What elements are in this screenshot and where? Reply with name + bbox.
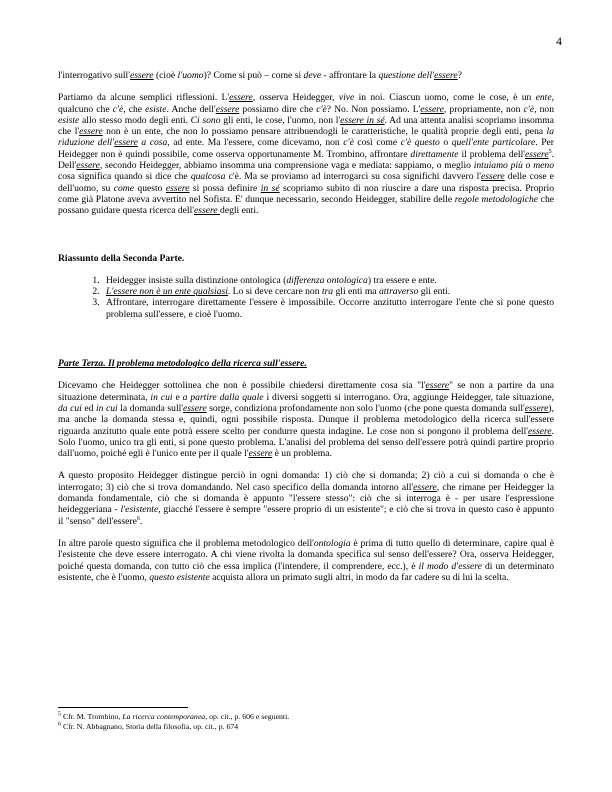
footnote-ref-6[interactable]: 6: [136, 515, 140, 522]
part-three-heading: Parte Terza. Il problema metodologico della ricerca sull'essere.: [58, 358, 307, 370]
paragraph-methodological-problem: In altre parole questo significa che il problema metodologico dell'ontologia è prima di tutto quello di determinare, capire qual è l'esistente che deve essere interrogato. A chi viene rivolta la domanda specifica sul senso dell'essere? Ora, osserva Heidegger, poiché questa domanda, con tutto ciò che essa implica (l'intendere, il comprendere, ecc.), è il modo d'essere di un determinato esistente, che è l'uomo, questo esistente acquista allora un primato sugli altri, in modo da far cadere su di lui la scelta.: [58, 537, 554, 583]
summary-heading: Riassunto della Seconda Parte.: [58, 252, 185, 264]
paragraph-question-structure: A questo proposito Heidegger distingue perciò in ogni domanda: 1) ciò che si domanda; 2) ciò a cui si domanda o che è interrogato; 3) ciò che si trova domandando. Nel caso specifico della domanda intorno all'essere, che rimane per Heidegger la domanda fondamentale, ciò che si domanda è appunto "l'essere stesso": ciò che si interroga è - per usare l'espressione heideggeriana - l'esistente, giacché l'essere è sempre "essere proprio di un esistente"; e ciò che si trova in questo caso è appunto il "senso" dell'essere$^6$.: [58, 470, 554, 527]
paragraph-part3-intro: Dicevamo che Heidegger sottolinea che non è possibile chiedersi direttamente cosa sia "l'essere" se non a partire da una situazione determinata, in cui e a partire dalla quale i diversi soggetti si interrogano. Ora, aggiunge Heidegger, tale situazione, da cui ed in cui la domanda sull'essere sorge, condiziona profondamente non solo l'uomo (che pone questa domanda sull'essere), ma anche la domanda stessa e, quindi, ogni possibile risposta. Dunque il problema metodologico della ricerca sull'essere riguarda anzitutto quale ente potrà essere scelto per condurre questa indagine. Le cose non si pongono il problema dell'essere. Solo l'uomo, unico tra gli enti, si pone questo problema. L'analisi del problema del senso dell'essere potrà quindi partire proprio dall'uomo, poiché egli è l'unico ente per il quale l'essere è un problema.: [58, 380, 555, 460]
list-item: 1. Heidegger insiste sulla distinzione ontologica (differenza ontologica) tra essere e ente.: [102, 275, 554, 286]
paragraph-reflections: Partiamo da alcune semplici riflessioni. L'essere, osserva Heidegger, vive in noi. Ciascun uomo, come le cose, è un ente, qualcuno che c'è, che esiste. Anche dell'essere possiamo dire che c'è? No. Non possiamo. L'essere, propriamente, non c'è, non esiste allo stesso modo degli enti. Ci sono gli enti, le cose, l'uomo, non l'essere in sé. Ad una attenta analisi scopriamo insomma che l'essere non è un ente, che non lo possiamo pensare attribuendogli le caratteristiche, le qualità proprie degli enti, pena la riduzione dell'essere a cosa, ad ente. Ma l'essere, come dicevamo, non c'è così come c'è questo o quell'ente particolare. Per Heidegger non è quindi possibile, come osserva opportunamente M. Trombino, affrontare direttamente il problema dell'essere$^5$. Dell'essere, secondo Heidegger, abbiamo insomma una comprensione vaga e mediata: sappiamo, o meglio intuiamo più o meno cosa significa quando si dice che qualcosa c'è. Ma se proviamo ad interrogarci su cosa significhi davvero l'essere delle cose e dell'uomo, su come questo essere si possa definire in sé scopriamo subito di non riuscire a dare una risposta precisa. Proprio come già Platone aveva avvertito nel Sofista. E' dunque necessario, secondo Heidegger, stabilire delle regole metodologiche che possano guidare questa ricerca dell'essere degli enti.: [58, 92, 555, 217]
summary-list: [58, 275, 554, 320]
list-item: 2. L'essere non è un ente qualsiasi. Lo si deve cercare non tra gli enti ma attraverso gli enti.: [102, 286, 554, 297]
list-item: 3. Affrontare, interrogare direttamente l'essere è impossibile. Occorre anzitutto interrogare l'ente che si pone questo problema sull'essere, e cioè l'uomo.: [102, 297, 554, 320]
page-number: 4: [556, 34, 562, 48]
page-content: [58, 70, 554, 594]
footnote-5: $^5$ Cfr. M. Trombino, La ricerca contemporanea, op. cit., p. 606 e seguenti.: [58, 711, 290, 721]
intro-question-line: l'interrogativo sull'essere (cioè l'uomo)? Come si può – come si deve - affrontare la questione dell'essere?: [58, 70, 462, 81]
footnote-6: $^6$ Cfr. N. Abbagnano, Storia della filosofia, op. cit., p. 674: [58, 721, 239, 731]
footnote-divider: [58, 707, 188, 708]
footnotes: [58, 707, 554, 732]
footnote-ref-5[interactable]: 5: [548, 148, 552, 155]
